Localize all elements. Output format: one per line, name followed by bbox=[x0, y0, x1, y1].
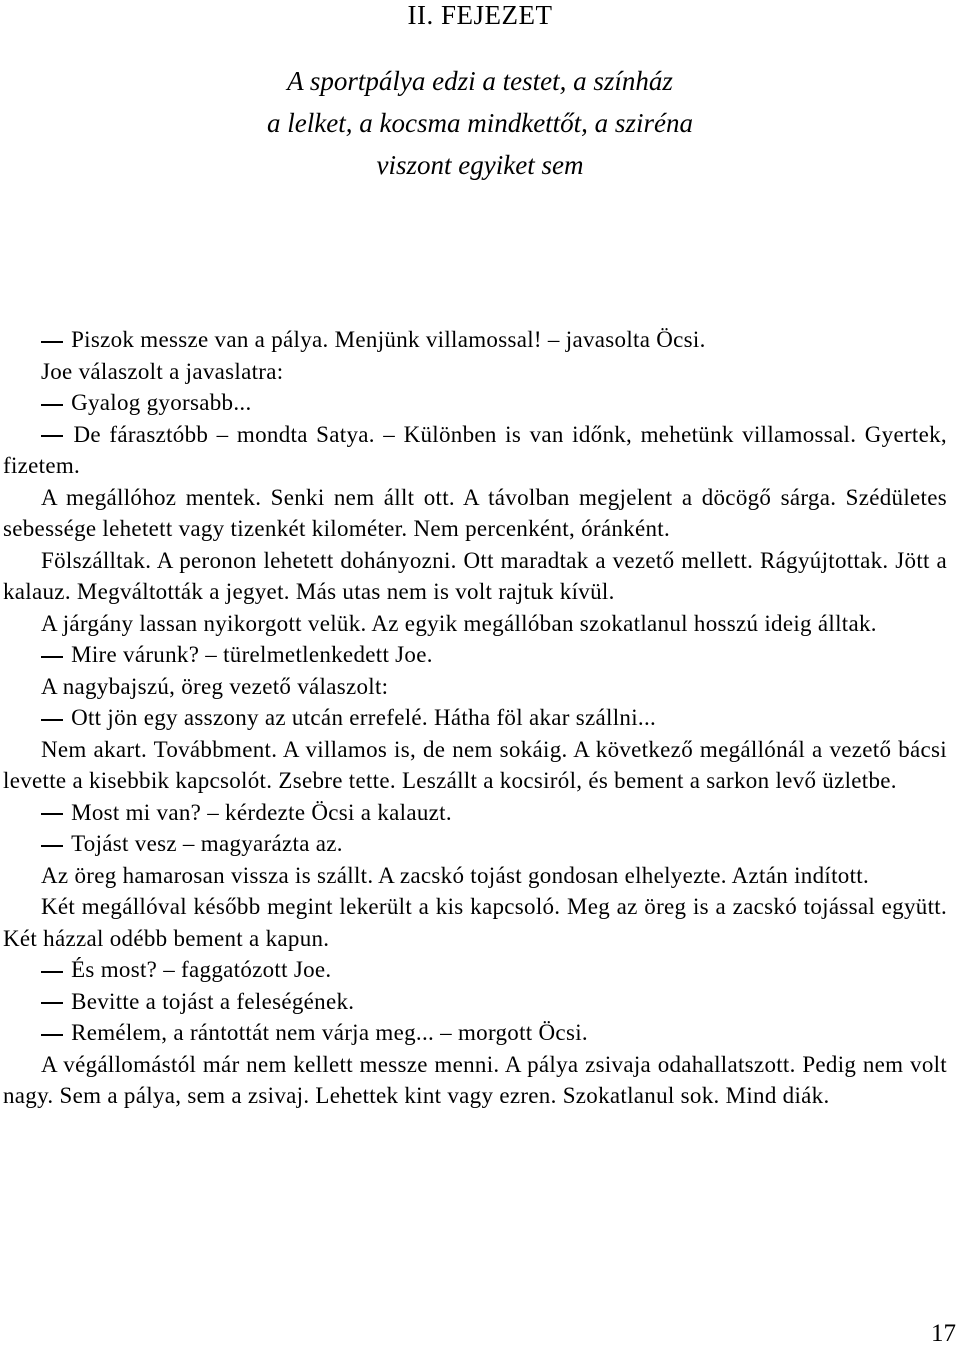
narrative-paragraph: A nagybajszú, öreg vezető válaszolt: bbox=[41, 673, 389, 699]
dialogue-dash bbox=[41, 971, 63, 973]
dialogue-paragraph: Remélem, a rántottát nem várja meg... – morgott Öcsi. bbox=[3, 1017, 947, 1049]
narrative-paragraph: Nem akart. Továbbment. A villamos is, de nem sokáig. A következő megállónál a vezető bácsi levette a kisebbik kapcsolót. Zsebre tette. Leszállt a kocsiról, és bement a sarkon levő üzletbe. bbox=[3, 736, 947, 793]
narrative-paragraph: Fölszálltak. A peronon lehetett dohányozni. Ott maradtak a vezető mellett. Rágyújtottak. Jött a kalauz. Megváltották a jegyet. Más utas nem is volt rajtuk kívül. bbox=[3, 547, 947, 604]
narrative-paragraph: A megállóhoz mentek. Senki nem állt ott. A távolban megjelent a döcögő sárga. Szédületes sebessége lehetett vagy tizenkét kilométer. Nem percenként, óránként. bbox=[3, 484, 947, 541]
dialogue-paragraph: Tojást vesz – magyarázta az. bbox=[3, 828, 947, 860]
dialogue-dash bbox=[41, 1034, 63, 1036]
narrative-paragraph: A járgány lassan nyikorgott velük. Az egyik megállóban szokatlanul hosszú ideig álltak. bbox=[41, 610, 877, 636]
page-number: 17 bbox=[931, 1320, 956, 1347]
dialogue-paragraph: Mire várunk? – türelmetlenkedett Joe. bbox=[3, 639, 947, 671]
dialogue-paragraph: Ott jön egy asszony az utcán errefelé. Hátha föl akar szállni... bbox=[3, 702, 947, 734]
dialogue-dash bbox=[41, 341, 63, 343]
dialogue-paragraph: Gyalog gyorsabb... bbox=[3, 387, 947, 419]
narrative-paragraph: Joe válaszolt a javaslatra: bbox=[41, 358, 284, 384]
dialogue-paragraph: Most mi van? – kérdezte Öcsi a kalauzt. bbox=[3, 797, 947, 829]
epigraph-line: viszont egyiket sem bbox=[376, 150, 584, 180]
dialogue-paragraph: Piszok messze van a pálya. Menjünk villamossal! – javasolta Öcsi. bbox=[3, 324, 947, 356]
epigraph bbox=[0, 60, 960, 186]
dialogue-dash bbox=[41, 845, 63, 847]
dialogue-dash bbox=[41, 1002, 63, 1004]
narrative-paragraph: A végállomástól már nem kellett messze menni. A pálya zsivaja odahallatszott. Pedig nem volt nagy. Sem a pálya, sem a zsivaj. Lehettek kint vagy ezren. Szokatlanul sok. Mind diák. bbox=[3, 1051, 947, 1108]
body-text bbox=[3, 324, 947, 1112]
chapter-title: II. FEJEZET bbox=[407, 0, 553, 30]
dialogue-dash bbox=[41, 435, 63, 437]
epigraph-line: a lelket, a kocsma mindkettőt, a sziréna bbox=[267, 108, 693, 138]
dialogue-dash bbox=[41, 656, 63, 658]
dialogue-dash bbox=[41, 719, 63, 721]
narrative-paragraph: Két megállóval később megint lekerült a kis kapcsoló. Meg az öreg is a zacskó tojással együtt. Két házzal odébb bement a kapun. bbox=[3, 894, 947, 951]
dialogue-paragraph: És most? – faggatózott Joe. bbox=[3, 954, 947, 986]
dialogue-paragraph: Bevitte a tojást a feleségének. bbox=[3, 986, 947, 1018]
dialogue-paragraph: De fárasztóbb – mondta Satya. – Különben is van időnk, mehetünk villamossal. Gyertek, fizetem. bbox=[3, 421, 947, 478]
dialogue-dash bbox=[41, 813, 63, 815]
epigraph-line: A sportpálya edzi a testet, a színház bbox=[287, 66, 673, 96]
dialogue-dash bbox=[41, 404, 63, 406]
narrative-paragraph: Az öreg hamarosan vissza is szállt. A zacskó tojást gondosan elhelyezte. Aztán indított. bbox=[41, 862, 869, 888]
